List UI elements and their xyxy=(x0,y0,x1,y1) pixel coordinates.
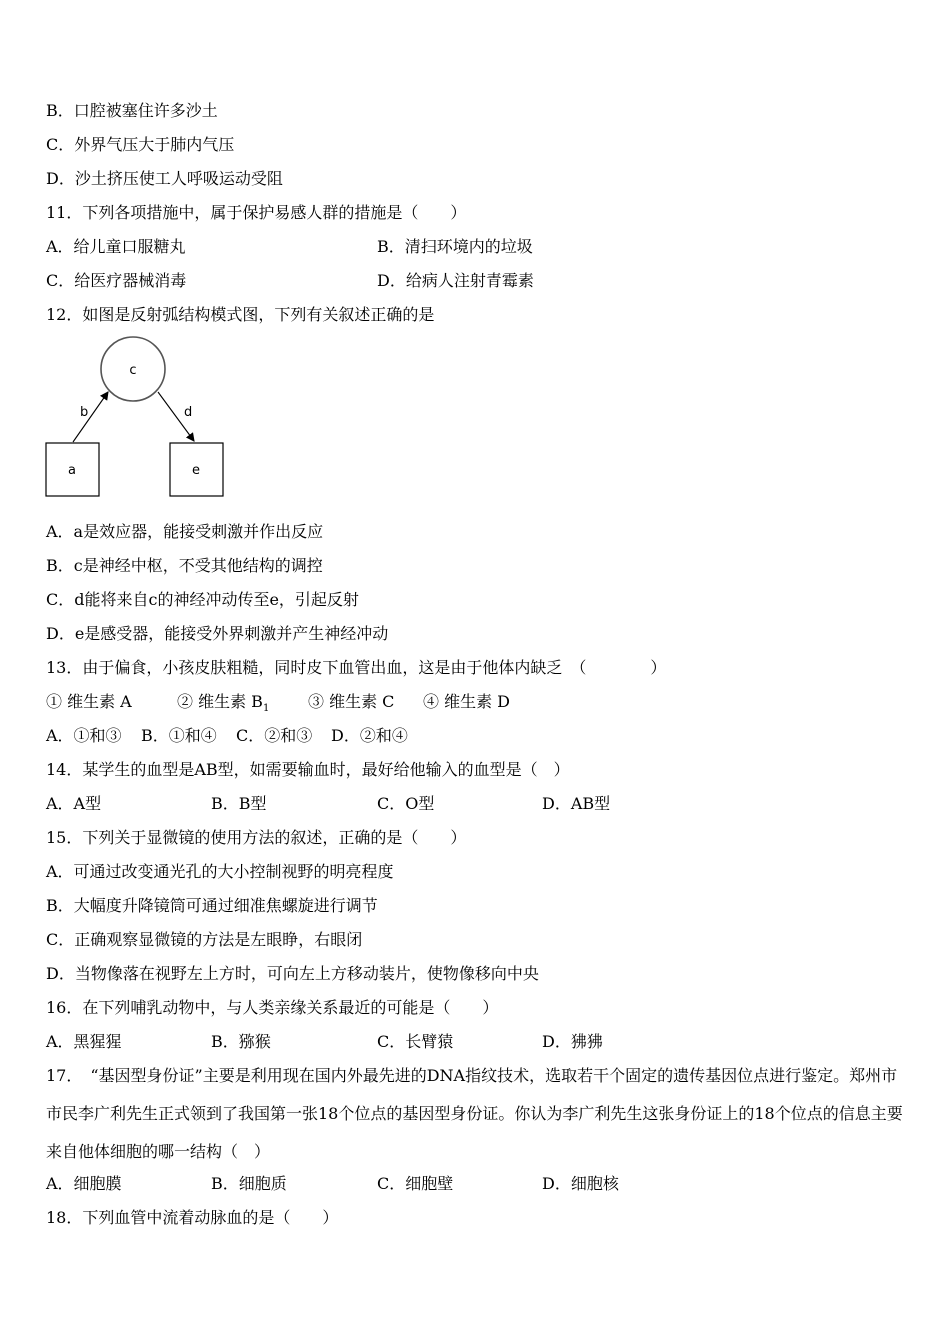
q13-item-3: ③ 维生素 C xyxy=(308,692,395,711)
q14-option-a: A．A型 xyxy=(46,794,102,813)
q11-option-a: A．给儿童口服糖丸 xyxy=(46,237,186,256)
q14-option-b: B．B型 xyxy=(211,794,267,813)
q12-stem: 12．如图是反射弧结构模式图，下列有关叙述正确的是 xyxy=(46,305,435,324)
q13-item-2-main: ② 维生素 B xyxy=(177,692,263,711)
q16-option-a: A．黑猩猩 xyxy=(46,1032,122,1051)
q13-item-2-subscript: 1 xyxy=(262,703,270,715)
node-e-label: e xyxy=(192,463,200,478)
q15-option-c: C．正确观察显微镜的方法是左眼睁，右眼闭 xyxy=(46,930,363,949)
q16-stem: 16．在下列哺乳动物中，与人类亲缘关系最近的可能是（ ） xyxy=(46,998,499,1017)
edge-d-label: d xyxy=(184,405,193,420)
q14-option-d: D．AB型 xyxy=(542,794,611,813)
q13-option-d: D．②和④ xyxy=(331,726,408,745)
q12-option-a: A．a是效应器，能接受刺激并作出反应 xyxy=(46,522,324,541)
q16-option-d: D．狒狒 xyxy=(542,1032,603,1051)
q13-stem: 13．由于偏食，小孩皮肤粗糙，同时皮下血管出血，这是由于他体内缺乏 （ ） xyxy=(46,658,667,677)
q11-option-d: D．给病人注射青霉素 xyxy=(377,271,534,290)
reflex-arc-diagram xyxy=(40,336,240,502)
q13-item-1: ① 维生素 A xyxy=(46,692,132,711)
q13-item-4: ④ 维生素 D xyxy=(423,692,511,711)
q17-option-d: D．细胞核 xyxy=(542,1174,619,1193)
q10-option-d: D．沙土挤压使工人呼吸运动受阻 xyxy=(46,169,283,188)
q17-option-a: A．细胞膜 xyxy=(46,1174,122,1193)
q13-option-a: A．①和③ xyxy=(46,726,122,745)
q12-option-c: C．d能将来自c的神经冲动传至e，引起反射 xyxy=(46,590,359,609)
q15-option-b: B．大幅度升降镜筒可通过细准焦螺旋进行调节 xyxy=(46,896,378,915)
q15-option-a: A．可通过改变通光孔的大小控制视野的明亮程度 xyxy=(46,862,394,881)
q15-stem: 15．下列关于显微镜的使用方法的叙述，正确的是（ ） xyxy=(46,828,467,847)
q11-option-c: C．给医疗器械消毒 xyxy=(46,271,187,290)
q15-option-d: D．当物像落在视野左上方时，可向左上方移动装片，使物像移向中央 xyxy=(46,964,539,983)
q14-stem: 14．某学生的血型是AB型，如需要输血时，最好给他输入的血型是（ ） xyxy=(46,760,570,779)
node-a-label: a xyxy=(68,463,76,478)
q17-option-c: C．细胞壁 xyxy=(377,1174,454,1193)
q17-option-b: B．细胞质 xyxy=(211,1174,287,1193)
q14-option-c: C．O型 xyxy=(377,794,435,813)
q12-option-d: D．e是感受器，能接受外界刺激并产生神经冲动 xyxy=(46,624,389,643)
node-c-label: c xyxy=(129,363,137,378)
q12-option-b: B．c是神经中枢，不受其他结构的调控 xyxy=(46,556,323,575)
q17-stem: 17． “基因型身份证”主要是利用现在国内外最先进的DNA指纹技术，选取若干个固定的遗传基因位点进行鉴定。郑州市市民李广利先生正式领到了我国第一张18个位点的基因型身份证。你认为李广利先生这张身份证上的18个位点的信息主要来自他体细胞的哪一结构（ ） xyxy=(46,1066,903,1161)
edge-b-arrow xyxy=(73,392,108,442)
q11-option-b: B．清扫环境内的垃圾 xyxy=(377,237,533,256)
q18-stem: 18．下列血管中流着动脉血的是（ ） xyxy=(46,1208,339,1227)
q10-option-b: B．口腔被塞住许多沙土 xyxy=(46,101,218,120)
q10-option-c: C．外界气压大于肺内气压 xyxy=(46,135,235,154)
q16-option-c: C．长臂猿 xyxy=(377,1032,454,1051)
q16-option-b: B．猕猴 xyxy=(211,1032,271,1051)
q13-option-c: C．②和③ xyxy=(236,726,313,745)
edge-b-label: b xyxy=(80,405,89,420)
q11-stem: 11．下列各项措施中，属于保护易感人群的措施是（ ） xyxy=(46,203,467,222)
q13-item-2 xyxy=(177,692,269,719)
q13-option-b: B．①和④ xyxy=(141,726,217,745)
